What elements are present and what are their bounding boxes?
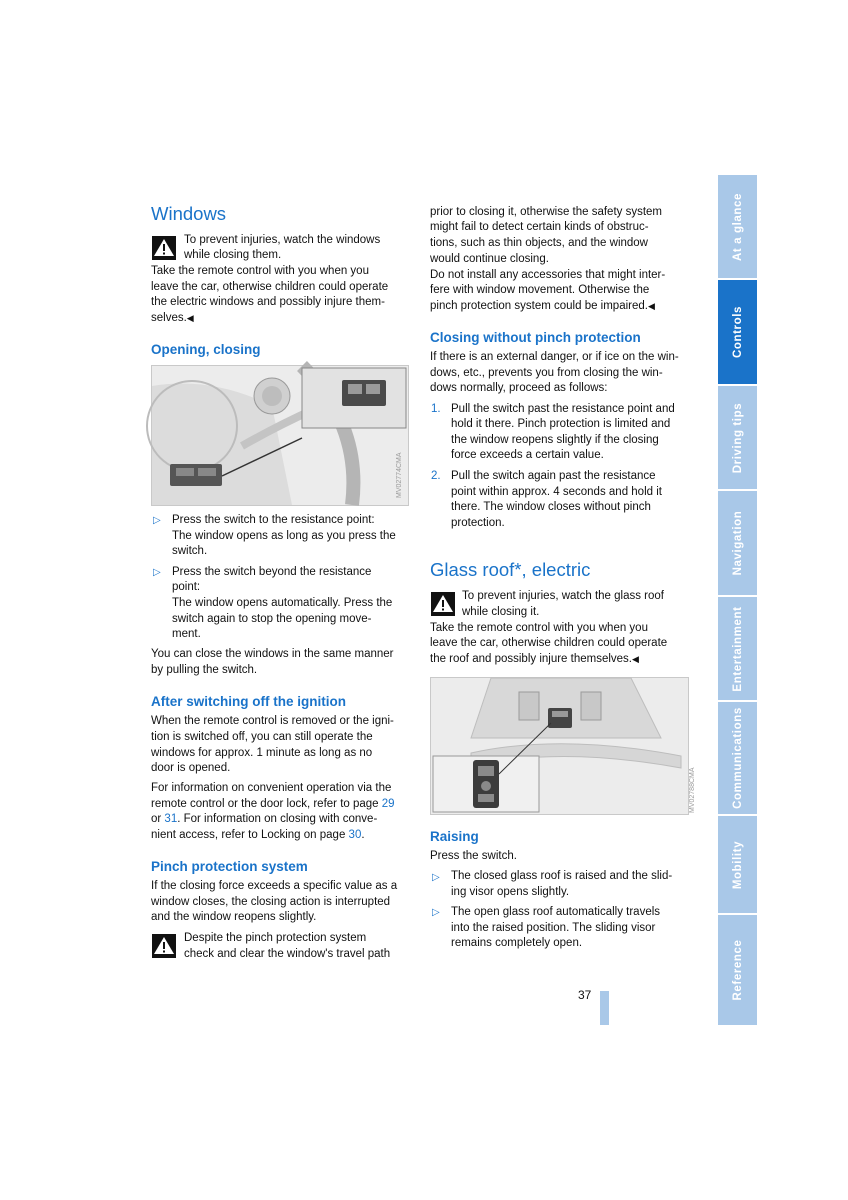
step-text: force exceeds a certain value.	[451, 449, 604, 461]
page-link-31[interactable]: 31	[164, 813, 178, 825]
page-link-30[interactable]: 30	[348, 829, 362, 841]
subsection-title-after-ignition: After switching off the ignition	[151, 694, 346, 709]
body-text: leave the car, otherwise children could operate	[151, 281, 389, 293]
page-number-bar	[600, 991, 609, 1025]
body-text: selves.◀	[151, 312, 194, 324]
step-text: protection.	[451, 517, 505, 529]
body-text: You can close the windows in the same manner	[151, 648, 394, 660]
bullet-text: into the raised position. The sliding visor	[451, 922, 656, 934]
body-text: nient access, refer to Locking on page 30.	[151, 829, 365, 841]
end-mark-icon: ◀	[647, 301, 655, 311]
body-text: Do not install any accessories that might inter-	[430, 269, 666, 281]
warning-text: while closing them.	[184, 249, 282, 261]
bullet-text: The open glass roof automatically travels	[451, 906, 661, 918]
tab-at-a-glance[interactable]: At a glance	[718, 175, 757, 278]
step-text: hold it there. Pinch protection is limited and	[451, 418, 671, 430]
warning-icon	[152, 236, 176, 260]
page-number: 37	[578, 988, 592, 1002]
warning-text: To prevent injuries, watch the windows	[184, 234, 381, 246]
body-text: would continue closing.	[430, 253, 549, 265]
body-text: the roof and possibly injure themselves.◀	[430, 653, 639, 665]
chapter-tabs	[718, 175, 757, 1025]
subsection-title-pinch-protection: Pinch protection system	[151, 859, 308, 874]
body-text: dows normally, proceed as follows:	[430, 382, 608, 394]
figure-code: MV02774CMA	[396, 452, 403, 498]
body-text: Press the switch.	[430, 850, 517, 862]
bullet-icon: ▷	[153, 567, 161, 578]
section-title-windows: Windows	[151, 203, 227, 224]
bullet-icon: ▷	[432, 872, 440, 883]
subsection-title-opening-closing: Opening, closing	[151, 342, 261, 357]
body-text: For information on convenient operation via the	[151, 782, 392, 794]
bullet-text: remains completely open.	[451, 937, 583, 949]
step-number: 1.	[431, 403, 441, 415]
tab-reference[interactable]: Reference	[718, 915, 757, 1025]
body-text: If there is an external danger, or if ice on the win-	[430, 351, 679, 363]
body-text: pinch protection system could be impaired.◀	[430, 300, 655, 312]
step-text: there. The window closes without pinch	[451, 501, 651, 513]
end-mark-icon: ◀	[632, 654, 639, 664]
warning-text: Despite the pinch protection system	[184, 932, 367, 944]
subsection-title-closing-without-pinch: Closing without pinch protection	[430, 330, 641, 345]
window-switch-illustration	[151, 365, 409, 506]
section-title-glass-roof: Glass roof*, electric	[430, 559, 591, 580]
tab-navigation[interactable]: Navigation	[718, 491, 757, 595]
body-text: the electric windows and possibly injure them-	[151, 296, 385, 308]
tab-controls[interactable]: Controls	[718, 280, 757, 384]
step-text: Pull the switch again past the resistance	[451, 470, 656, 482]
body-text: tions, such as thin objects, and the window	[430, 237, 648, 249]
bullet-text: switch again to stop the opening move-	[172, 613, 372, 625]
body-text: and the window reopens slightly.	[151, 911, 317, 923]
body-text: door is opened.	[151, 762, 231, 774]
body-text: Take the remote control with you when you	[430, 622, 648, 634]
warning-icon	[152, 934, 176, 958]
bullet-text: point:	[172, 581, 201, 593]
warning-text: To prevent injuries, watch the glass roof	[462, 590, 664, 602]
subsection-title-raising: Raising	[430, 829, 479, 844]
bullet-icon: ▷	[153, 515, 161, 526]
bullet-text: switch.	[172, 545, 208, 557]
body-text: window closes, the closing action is interrupted	[151, 896, 391, 908]
tab-entertainment[interactable]: Entertainment	[718, 597, 757, 700]
tab-mobility[interactable]: Mobility	[718, 816, 757, 913]
bullet-text: The window opens automatically. Press the	[172, 597, 393, 609]
step-text: Pull the switch past the resistance point and	[451, 403, 675, 415]
step-text: the window reopens slightly if the closing	[451, 434, 659, 446]
step-number: 2.	[431, 470, 441, 482]
warning-icon	[431, 592, 455, 616]
page-link-29[interactable]: 29	[381, 798, 395, 810]
warning-text: while closing it.	[462, 606, 540, 618]
body-text: If the closing force exceeds a specific value as a	[151, 880, 398, 892]
body-text: by pulling the switch.	[151, 664, 258, 676]
step-text: point within approx. 4 seconds and hold it	[451, 486, 662, 498]
body-text: When the remote control is removed or the igni-	[151, 715, 394, 727]
body-text: or 31. For information on closing with conve-	[151, 813, 378, 825]
body-text: prior to closing it, otherwise the safety system	[430, 206, 663, 218]
tab-communications[interactable]: Communications	[718, 702, 757, 814]
figure-code: MV02788CMA	[689, 767, 696, 813]
bullet-text: The window opens as long as you press the	[172, 530, 396, 542]
bullet-text: Press the switch to the resistance point:	[172, 514, 375, 526]
body-text: remote control or the door lock, refer to page 29	[151, 798, 395, 810]
body-text: might fail to detect certain kinds of obstruc-	[430, 221, 649, 233]
bullet-text: Press the switch beyond the resistance	[172, 566, 372, 578]
bullet-text: The closed glass roof is raised and the slid-	[451, 870, 673, 882]
bullet-text: ment.	[172, 628, 201, 640]
body-text: tion is switched off, you can still operate the	[151, 731, 373, 743]
bullet-text: ing visor opens slightly.	[451, 886, 570, 898]
warning-text: check and clear the window's travel path	[184, 948, 391, 960]
bullet-icon: ▷	[432, 907, 440, 918]
body-text: windows for approx. 1 minute as long as no	[151, 747, 373, 759]
end-mark-icon: ◀	[186, 313, 194, 323]
body-text: fere with window movement. Otherwise the	[430, 284, 650, 296]
body-text: dows, etc., prevents you from closing the win-	[430, 367, 663, 379]
glass-roof-switch-illustration	[430, 677, 696, 815]
tab-driving-tips[interactable]: Driving tips	[718, 386, 757, 489]
body-text: Take the remote control with you when you	[151, 265, 369, 277]
body-text: leave the car, otherwise children could operate	[430, 637, 668, 649]
